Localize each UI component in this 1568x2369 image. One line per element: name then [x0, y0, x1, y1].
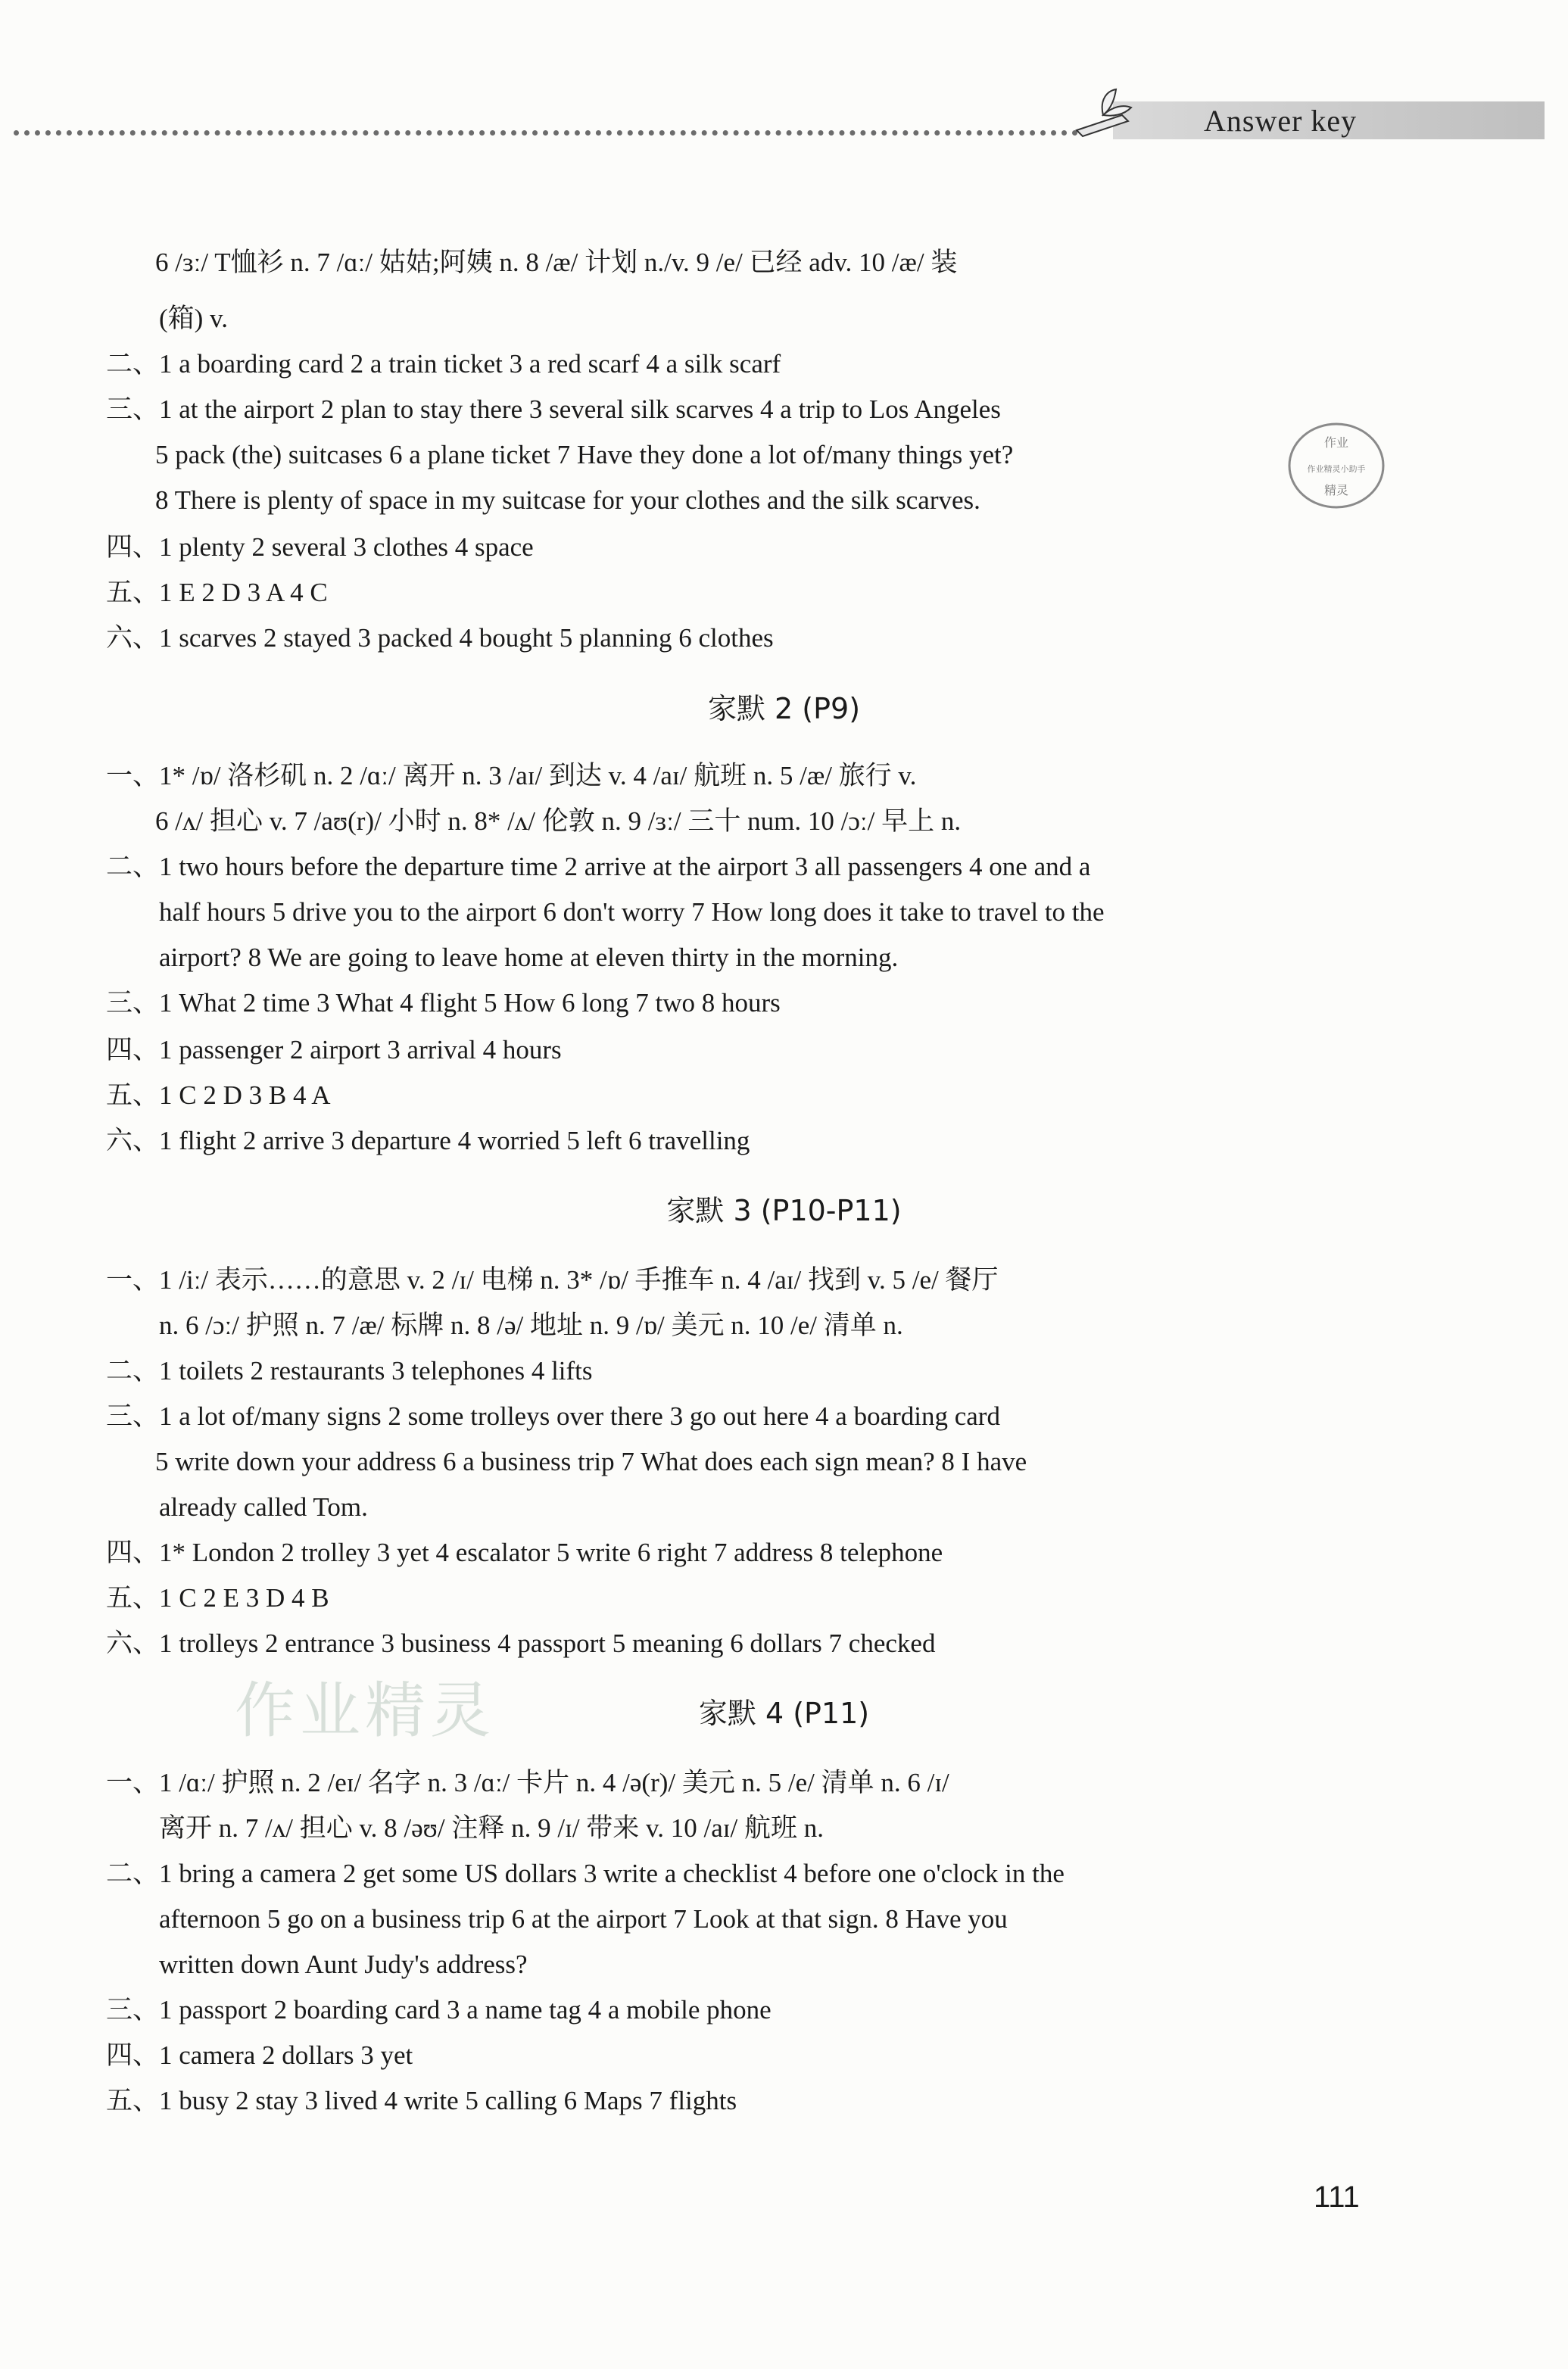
- answer-line: 三、1 a lot of/many signs 2 some trolleys over there 3 go out here 4 a boarding card: [106, 1401, 1000, 1431]
- answer-line: 五、1 E 2 D 3 A 4 C: [106, 578, 328, 607]
- answer-line: afternoon 5 go on a business trip 6 at the airport 7 Look at that sign. 8 Have you: [159, 1904, 1008, 1934]
- answer-line: already called Tom.: [159, 1492, 368, 1522]
- answer-line: 5 pack (the) suitcases 6 a plane ticket 7 Have they done a lot of/many things yet?: [155, 440, 1014, 469]
- stamp-middle-text: 作业精灵小助手: [1307, 464, 1366, 474]
- answer-line: 6 /ʌ/ 担心 v. 7 /aʊ(r)/ 小时 n. 8* /ʌ/ 伦敦 n. 9 /ɜː/ 三十 num. 10 /ɔː/ 早上 n.: [155, 806, 962, 836]
- answer-line: 三、1 What 2 time 3 What 4 flight 5 How 6 long 7 two 8 hours: [106, 988, 781, 1018]
- page-number: 111: [1314, 2180, 1360, 2214]
- answer-line: 三、1 passport 2 boarding card 3 a name tag 4 a mobile phone: [106, 1995, 772, 2025]
- answer-line: 四、1 plenty 2 several 3 clothes 4 space: [106, 532, 534, 562]
- answer-line: written down Aunt Judy's address?: [159, 1950, 528, 1979]
- answer-line: 一、1 /iː/ 表示……的意思 v. 2 /ɪ/ 电梯 n. 3* /ɒ/ 手推车 n. 4 /aɪ/ 找到 v. 5 /e/ 餐厅: [106, 1265, 999, 1295]
- stamp-bottom-text: 精灵: [1323, 483, 1349, 497]
- answer-line: 六、1 trolleys 2 entrance 3 business 4 passport 5 meaning 6 dollars 7 checked: [106, 1629, 936, 1658]
- answer-line: 二、1 bring a camera 2 get some US dollars 3 write a checklist 4 before one o'clock in the: [106, 1859, 1065, 1888]
- answer-line: 5 write down your address 6 a business trip 7 What does each sign mean? 8 I have: [155, 1447, 1027, 1476]
- answer-line: (箱) v.: [159, 304, 229, 333]
- header-title: Answer key: [1204, 104, 1358, 138]
- answer-line: 六、1 scarves 2 stayed 3 packed 4 bought 5 planning 6 clothes: [106, 623, 774, 653]
- stamp-top-text: 作业: [1323, 435, 1349, 450]
- answer-line: 四、1* London 2 trolley 3 yet 4 escalator 5 write 6 right 7 address 8 telephone: [106, 1538, 943, 1567]
- answer-line: 四、1 passenger 2 airport 3 arrival 4 hours: [106, 1035, 562, 1064]
- answer-line: 6 /ɜː/ T恤衫 n. 7 /ɑː/ 姑姑;阿姨 n. 8 /æ/ 计划 n./v. 9 /e/ 已经 adv. 10 /æ/ 装: [155, 248, 958, 277]
- answer-line: 离开 n. 7 /ʌ/ 担心 v. 8 /əʊ/ 注释 n. 9 /ɪ/ 带来 v. 10 /aɪ/ 航班 n.: [159, 1813, 824, 1843]
- section-title: 家默 3 (P10-P11): [666, 1194, 902, 1227]
- answer-line: 二、1 toilets 2 restaurants 3 telephones 4 lifts: [106, 1356, 593, 1386]
- answer-line: 四、1 camera 2 dollars 3 yet: [106, 2040, 413, 2070]
- answer-line: 六、1 flight 2 arrive 3 departure 4 worried 5 left 6 travelling: [106, 1126, 750, 1155]
- section-title: 家默 4 (P11): [698, 1697, 870, 1730]
- answer-line: half hours 5 drive you to the airport 6 don't worry 7 How long does it take to travel to the: [159, 897, 1105, 927]
- answer-line: 一、1 /ɑː/ 护照 n. 2 /eɪ/ 名字 n. 3 /ɑː/ 卡片 n. 4 /ə(r)/ 美元 n. 5 /e/ 清单 n. 6 /ɪ/: [106, 1768, 949, 1797]
- leaf-pencil-icon: [1069, 85, 1137, 145]
- answer-line: 五、1 busy 2 stay 3 lived 4 write 5 calling 6 Maps 7 flights: [106, 2086, 737, 2115]
- answer-line: 五、1 C 2 E 3 D 4 B: [106, 1583, 329, 1613]
- watermark: 作业精灵: [235, 1675, 495, 1746]
- answer-line: 一、1* /ɒ/ 洛杉矶 n. 2 /ɑː/ 离开 n. 3 /aɪ/ 到达 v. 4 /aɪ/ 航班 n. 5 /æ/ 旅行 v.: [106, 761, 917, 790]
- answer-line: 三、1 at the airport 2 plan to stay there 3 several silk scarves 4 a trip to Los Angeles: [106, 394, 1001, 424]
- answer-line: n. 6 /ɔː/ 护照 n. 7 /æ/ 标牌 n. 8 /ə/ 地址 n. 9 /ɒ/ 美元 n. 10 /e/ 清单 n.: [159, 1311, 903, 1340]
- answer-line: 二、1 two hours before the departure time 2 arrive at the airport 3 all passengers 4 one and a: [106, 852, 1091, 881]
- answer-line: 五、1 C 2 D 3 B 4 A: [106, 1080, 331, 1110]
- answer-line: airport? 8 We are going to leave home at eleven thirty in the morning.: [159, 943, 899, 972]
- section-title: 家默 2 (P9): [707, 692, 861, 725]
- answer-line: 二、1 a boarding card 2 a train ticket 3 a red scarf 4 a silk scarf: [106, 349, 781, 379]
- header-dotted-rule: [14, 130, 1089, 136]
- answer-line: 8 There is plenty of space in my suitcase for your clothes and the silk scarves.: [155, 485, 980, 515]
